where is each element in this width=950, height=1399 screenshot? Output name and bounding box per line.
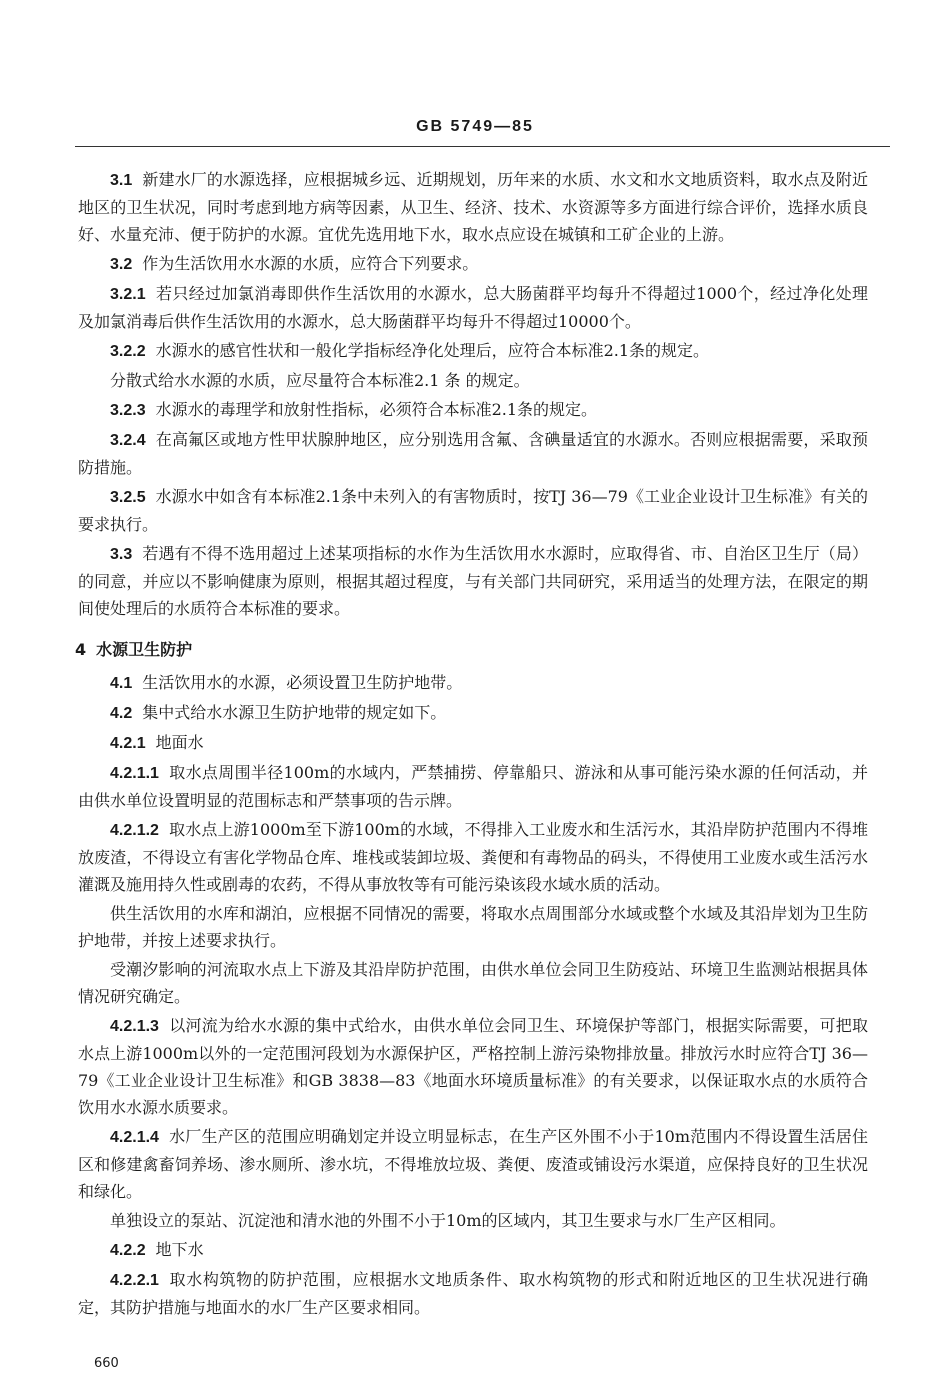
page-number: 660 xyxy=(94,1356,119,1371)
section-title: 水源卫生防护 xyxy=(96,640,193,659)
clause-number: 3.2.5 xyxy=(110,489,146,506)
clause-paragraph xyxy=(78,900,868,954)
clause-paragraph xyxy=(78,1207,868,1234)
clause-paragraph xyxy=(78,166,868,248)
clause-number: 4.2.1.1 xyxy=(110,765,159,782)
clause-text: 水厂生产区的范围应明确划定并设立明显标志，在生产区外围不小于10m范围内不得设置生活居住区和修建禽畜饲养场、渗水厕所、渗水坑，不得堆放垃圾、粪便、废渣或铺设污水渠道，应保持良好的卫生状况和绿化。 xyxy=(78,1127,868,1201)
clause-number: 4.2.1.2 xyxy=(110,822,159,839)
clause-number: 4.1 xyxy=(110,675,133,692)
clause-text: 地下水 xyxy=(155,1240,204,1259)
clause-text: 水源水的感官性状和一般化学指标经净化处理后，应符合本标准2.1条的规定。 xyxy=(155,341,710,360)
clause-text: 以河流为给水水源的集中式给水，由供水单位会同卫生、环境保护等部门，根据实际需要，可把取水点上游1000m以外的一定范围河段划为水源保护区，严格控制上游污染物排放量。排放污水时应符合TJ 36—79《工业企业设计卫生标准》和GB 3838—83《地面水环境质量标准》的有关要求，以保证取水点的水质符合饮用水水源水质要求。 xyxy=(78,1016,868,1117)
document-body xyxy=(75,166,868,1323)
clause-paragraph xyxy=(78,426,868,481)
clause-text: 取水点周围半径100m的水域内，严禁捕捞、停靠船只、游泳和从事可能污染水源的任何活动，并由供水单位设置明显的范围标志和严禁事项的告示牌。 xyxy=(78,763,868,810)
clause-number: 4.2.1.4 xyxy=(110,1129,159,1146)
clause-text: 供生活饮用的水库和湖泊，应根据不同情况的需要，将取水点周围部分水域或整个水域及其沿岸划为卫生防护地带，并按上述要求执行。 xyxy=(78,904,868,950)
clause-text: 新建水厂的水源选择，应根据城乡远、近期规划，历年来的水质、水文和水文地质资料，取水点及附近地区的卫生状况，同时考虑到地方病等因素，从卫生、经济、技术、水资源等多方面进行综合评价，选择水质良好、水量充沛、便于防护的水源。宜优先选用地下水，取水点应设在城镇和工矿企业的上游。 xyxy=(78,170,868,244)
clause-paragraph xyxy=(78,729,868,757)
clause-text: 在高氟区或地方性甲状腺肿地区，应分别选用含氟、含碘量适宜的水源水。否则应根据需要，采取预防措施。 xyxy=(78,430,868,477)
clause-paragraph xyxy=(78,1266,868,1321)
header-divider xyxy=(75,146,890,147)
clause-number: 3.2.2 xyxy=(110,343,146,360)
clause-paragraph xyxy=(78,669,868,697)
clause-number: 3.2.4 xyxy=(110,432,146,449)
clause-text: 单独设立的泵站、沉淀池和清水池的外围不小于10m的区域内，其卫生要求与水厂生产区相同。 xyxy=(110,1211,786,1230)
clause-text: 取水点上游1000m至下游100m的水域，不得排入工业废水和生活污水，其沿岸防护范围内不得堆放废渣，不得设立有害化学物品仓库、堆栈或装卸垃圾、粪便和有毒物品的码头，不得使用工业废水或生活污水灌溉及施用持久性或剧毒的农药，不得从事放牧等有可能污染该段水域水质的活动。 xyxy=(78,820,868,894)
clause-paragraph xyxy=(78,337,868,365)
clause-number: 3.2.3 xyxy=(110,402,146,419)
clause-text: 受潮汐影响的河流取水点上下游及其沿岸防护范围，由供水单位会同卫生防疫站、环境卫生监测站根据具体情况研究确定。 xyxy=(78,960,868,1006)
document-header: GB 5749—85 xyxy=(416,118,534,135)
clause-text: 集中式给水水源卫生防护地带的规定如下。 xyxy=(142,703,447,722)
clause-paragraph xyxy=(78,1123,868,1205)
clause-text: 水源水中如含有本标准2.1条中未列入的有害物质时，按TJ 36—79《工业企业设计卫生标准》有关的要求执行。 xyxy=(78,487,868,534)
clause-paragraph xyxy=(78,280,868,335)
section-number: 4 xyxy=(75,640,87,659)
clause-text: 若遇有不得不选用超过上述某项指标的水作为生活饮用水水源时，应取得省、市、自治区卫生厅（局）的同意，并应以不影响健康为原则，根据其超过程度，与有关部门共同研究，采用适当的处理方法，在限定的期间使处理后的水质符合本标准的要求。 xyxy=(78,544,868,618)
section-heading xyxy=(75,636,868,663)
clause-number: 3.3 xyxy=(110,546,133,563)
clause-paragraph xyxy=(78,699,868,727)
clause-text: 生活饮用水的水源，必须设置卫生防护地带。 xyxy=(142,673,463,692)
clause-text: 分散式给水水源的水质，应尽量符合本标准2.1 条 的规定。 xyxy=(110,371,530,390)
clause-paragraph xyxy=(78,540,868,622)
clause-paragraph xyxy=(78,956,868,1010)
clause-number: 3.1 xyxy=(110,172,133,189)
section-3-clauses xyxy=(78,166,868,622)
clause-paragraph xyxy=(78,816,868,898)
clause-text: 水源水的毒理学和放射性指标，必须符合本标准2.1条的规定。 xyxy=(155,400,598,419)
clause-text: 地面水 xyxy=(155,733,204,752)
clause-paragraph xyxy=(78,483,868,538)
clause-number: 3.2 xyxy=(110,256,133,273)
clause-paragraph xyxy=(78,396,868,424)
clause-text: 取水构筑物的防护范围，应根据水文地质条件、取水构筑物的形式和附近地区的卫生状况进行确定，其防护措施与地面水的水厂生产区要求相同。 xyxy=(78,1270,868,1317)
clause-number: 4.2 xyxy=(110,705,133,722)
clause-number: 3.2.1 xyxy=(110,286,146,303)
clause-paragraph xyxy=(78,367,868,394)
clause-paragraph xyxy=(78,759,868,814)
clause-number: 4.2.2.1 xyxy=(110,1272,159,1289)
clause-text: 作为生活饮用水水源的水质，应符合下列要求。 xyxy=(142,254,479,273)
clause-paragraph xyxy=(78,1012,868,1121)
section-4-clauses xyxy=(78,669,868,1321)
clause-number: 4.2.1 xyxy=(110,735,146,752)
clause-paragraph xyxy=(78,250,868,278)
clause-number: 4.2.2 xyxy=(110,1242,146,1259)
clause-paragraph xyxy=(78,1236,868,1264)
clause-number: 4.2.1.3 xyxy=(110,1018,159,1035)
clause-text: 若只经过加氯消毒即供作生活饮用的水源水，总大肠菌群平均每升不得超过1000个，经过净化处理及加氯消毒后供作生活饮用的水源水，总大肠菌群平均每升不得超过10000个。 xyxy=(78,284,868,331)
